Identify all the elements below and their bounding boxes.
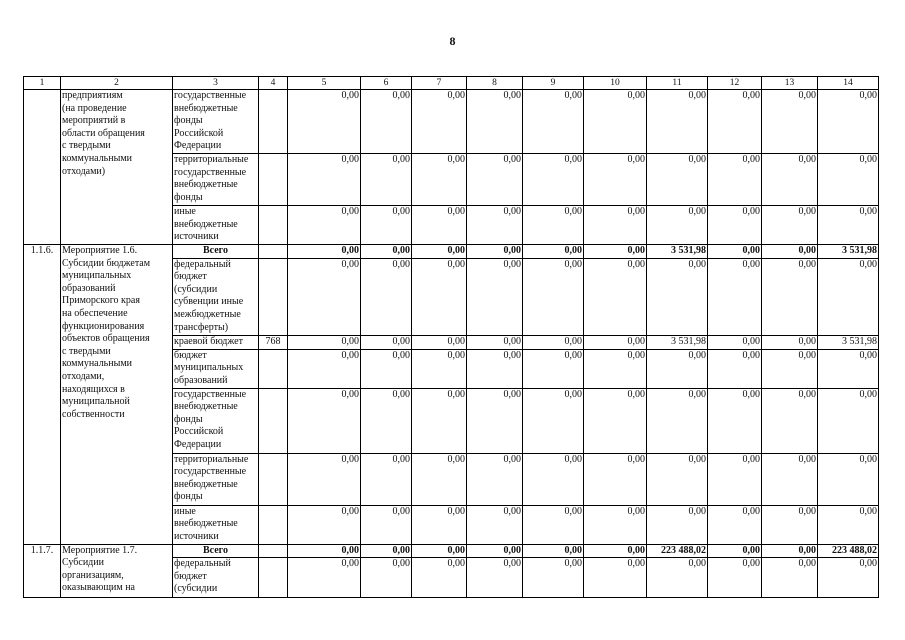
amount-cell: 0,00 (288, 154, 361, 206)
column-4-value (259, 349, 288, 388)
amount-cell: 0,00 (412, 245, 467, 259)
budget-table (23, 76, 879, 598)
amount-cell: 0,00 (584, 558, 647, 598)
amount-cell: 0,00 (647, 258, 708, 335)
amount-cell: 0,00 (288, 544, 361, 558)
amount-cell: 0,00 (523, 335, 584, 349)
funding-source: Всего (173, 544, 259, 558)
amount-cell: 3 531,98 (818, 335, 879, 349)
amount-cell: 0,00 (708, 349, 762, 388)
column-number-10: 10 (584, 77, 647, 90)
amount-cell: 0,00 (818, 388, 879, 453)
amount-cell: 223 488,02 (647, 544, 708, 558)
amount-cell: 0,00 (818, 258, 879, 335)
amount-cell: 0,00 (647, 349, 708, 388)
funding-source: бюджет муниципальных образований (173, 349, 259, 388)
amount-cell: 0,00 (647, 453, 708, 505)
amount-cell: 0,00 (818, 349, 879, 388)
amount-cell: 0,00 (584, 505, 647, 544)
amount-cell: 0,00 (762, 90, 818, 154)
amount-cell: 0,00 (412, 90, 467, 154)
amount-cell: 0,00 (523, 544, 584, 558)
amount-cell: 0,00 (523, 558, 584, 598)
column-4-value (259, 245, 288, 259)
amount-cell: 0,00 (288, 453, 361, 505)
amount-cell: 0,00 (361, 544, 412, 558)
column-number-13: 13 (762, 77, 818, 90)
amount-cell: 0,00 (288, 349, 361, 388)
amount-cell: 0,00 (467, 349, 523, 388)
amount-cell: 0,00 (647, 206, 708, 245)
amount-cell: 0,00 (708, 206, 762, 245)
column-4-value (259, 544, 288, 558)
column-4-value (259, 206, 288, 245)
amount-cell: 0,00 (361, 453, 412, 505)
measure-name: предприятиям (на проведение мероприятий в области обращения с твердыми коммунальными отходами) (61, 90, 173, 245)
amount-cell: 0,00 (762, 335, 818, 349)
amount-cell: 0,00 (467, 154, 523, 206)
amount-cell: 0,00 (412, 335, 467, 349)
amount-cell: 0,00 (584, 388, 647, 453)
amount-cell: 3 531,98 (647, 335, 708, 349)
funding-source: иные внебюджетные источники (173, 206, 259, 245)
amount-cell: 0,00 (361, 388, 412, 453)
amount-cell: 0,00 (288, 388, 361, 453)
column-number-5: 5 (288, 77, 361, 90)
column-number-3: 3 (173, 77, 259, 90)
amount-cell: 0,00 (708, 558, 762, 598)
amount-cell: 0,00 (818, 453, 879, 505)
amount-cell: 0,00 (361, 349, 412, 388)
amount-cell: 0,00 (467, 505, 523, 544)
amount-cell: 0,00 (288, 335, 361, 349)
amount-cell: 0,00 (647, 388, 708, 453)
amount-cell: 0,00 (762, 206, 818, 245)
column-4-value: 768 (259, 335, 288, 349)
amount-cell: 0,00 (467, 558, 523, 598)
amount-cell: 0,00 (762, 154, 818, 206)
funding-source: краевой бюджет (173, 335, 259, 349)
page-number: 8 (449, 34, 456, 48)
amount-cell: 0,00 (361, 505, 412, 544)
column-number-8: 8 (467, 77, 523, 90)
column-number-12: 12 (708, 77, 762, 90)
table-row (24, 245, 879, 259)
funding-source: территориальные государственные внебюджетные фонды (173, 154, 259, 206)
amount-cell: 0,00 (584, 154, 647, 206)
amount-cell: 0,00 (584, 90, 647, 154)
amount-cell: 0,00 (762, 505, 818, 544)
amount-cell: 0,00 (708, 335, 762, 349)
amount-cell: 0,00 (288, 90, 361, 154)
funding-source: территориальные государственные внебюджетные фонды (173, 453, 259, 505)
amount-cell: 0,00 (361, 206, 412, 245)
amount-cell: 0,00 (412, 544, 467, 558)
column-number-9: 9 (523, 77, 584, 90)
column-number-7: 7 (412, 77, 467, 90)
amount-cell: 0,00 (523, 154, 584, 206)
amount-cell: 0,00 (467, 90, 523, 154)
amount-cell: 0,00 (647, 558, 708, 598)
amount-cell: 0,00 (818, 90, 879, 154)
amount-cell: 0,00 (584, 335, 647, 349)
amount-cell: 0,00 (523, 505, 584, 544)
column-4-value (259, 388, 288, 453)
amount-cell: 0,00 (467, 544, 523, 558)
amount-cell: 3 531,98 (818, 245, 879, 259)
amount-cell: 0,00 (288, 258, 361, 335)
amount-cell: 3 531,98 (647, 245, 708, 259)
amount-cell: 0,00 (467, 258, 523, 335)
amount-cell: 0,00 (762, 558, 818, 598)
amount-cell: 0,00 (647, 90, 708, 154)
amount-cell: 223 488,02 (818, 544, 879, 558)
column-number-row (24, 77, 879, 90)
amount-cell: 0,00 (647, 154, 708, 206)
funding-source: федеральный бюджет (субсидии (173, 558, 259, 598)
amount-cell: 0,00 (762, 245, 818, 259)
amount-cell: 0,00 (584, 544, 647, 558)
amount-cell: 0,00 (523, 245, 584, 259)
amount-cell: 0,00 (523, 258, 584, 335)
amount-cell: 0,00 (412, 388, 467, 453)
amount-cell: 0,00 (361, 258, 412, 335)
column-4-value (259, 258, 288, 335)
amount-cell: 0,00 (412, 258, 467, 335)
amount-cell: 0,00 (647, 505, 708, 544)
table-row (24, 544, 879, 558)
column-number-14: 14 (818, 77, 879, 90)
column-number-4: 4 (259, 77, 288, 90)
amount-cell: 0,00 (762, 258, 818, 335)
amount-cell: 0,00 (361, 154, 412, 206)
amount-cell: 0,00 (523, 453, 584, 505)
table-row (24, 90, 879, 154)
column-number-2: 2 (61, 77, 173, 90)
amount-cell: 0,00 (584, 245, 647, 259)
amount-cell: 0,00 (708, 154, 762, 206)
amount-cell: 0,00 (708, 258, 762, 335)
amount-cell: 0,00 (361, 90, 412, 154)
amount-cell: 0,00 (288, 206, 361, 245)
amount-cell: 0,00 (584, 453, 647, 505)
measure-name: Мероприятие 1.6. Субсидии бюджетам муниципальных образований Приморского края на обеспечение функционирования объектов обращения с твердыми коммунальными отходами, находящихся в муниципальной собственности (61, 245, 173, 545)
amount-cell: 0,00 (412, 206, 467, 245)
amount-cell: 0,00 (412, 349, 467, 388)
funding-source: государственные внебюджетные фонды Российской Федерации (173, 90, 259, 154)
amount-cell: 0,00 (523, 349, 584, 388)
amount-cell: 0,00 (412, 154, 467, 206)
measure-name: Мероприятие 1.7. Субсидии организациям, оказывающим на (61, 544, 173, 598)
row-code: 1.1.7. (24, 544, 61, 598)
amount-cell: 0,00 (708, 544, 762, 558)
amount-cell: 0,00 (288, 505, 361, 544)
amount-cell: 0,00 (762, 453, 818, 505)
amount-cell: 0,00 (584, 258, 647, 335)
amount-cell: 0,00 (361, 335, 412, 349)
row-code: 1.1.6. (24, 245, 61, 545)
amount-cell: 0,00 (412, 558, 467, 598)
amount-cell: 0,00 (818, 154, 879, 206)
column-number-11: 11 (647, 77, 708, 90)
amount-cell: 0,00 (467, 335, 523, 349)
amount-cell: 0,00 (708, 245, 762, 259)
amount-cell: 0,00 (584, 349, 647, 388)
amount-cell: 0,00 (467, 453, 523, 505)
amount-cell: 0,00 (288, 558, 361, 598)
column-4-value (259, 453, 288, 505)
amount-cell: 0,00 (708, 388, 762, 453)
amount-cell: 0,00 (762, 388, 818, 453)
amount-cell: 0,00 (762, 349, 818, 388)
column-number-6: 6 (361, 77, 412, 90)
amount-cell: 0,00 (523, 388, 584, 453)
amount-cell: 0,00 (361, 245, 412, 259)
amount-cell: 0,00 (523, 90, 584, 154)
funding-source: иные внебюджетные источники (173, 505, 259, 544)
funding-source: государственные внебюджетные фонды Российской Федерации (173, 388, 259, 453)
amount-cell: 0,00 (708, 90, 762, 154)
amount-cell: 0,00 (361, 558, 412, 598)
column-4-value (259, 505, 288, 544)
funding-source: Всего (173, 245, 259, 259)
amount-cell: 0,00 (762, 544, 818, 558)
amount-cell: 0,00 (708, 453, 762, 505)
amount-cell: 0,00 (412, 453, 467, 505)
amount-cell: 0,00 (584, 206, 647, 245)
amount-cell: 0,00 (523, 206, 584, 245)
amount-cell: 0,00 (708, 505, 762, 544)
amount-cell: 0,00 (288, 245, 361, 259)
amount-cell: 0,00 (467, 245, 523, 259)
amount-cell: 0,00 (412, 505, 467, 544)
column-4-value (259, 558, 288, 598)
amount-cell: 0,00 (818, 558, 879, 598)
column-number-1: 1 (24, 77, 61, 90)
row-code (24, 90, 61, 245)
column-4-value (259, 90, 288, 154)
amount-cell: 0,00 (818, 505, 879, 544)
amount-cell: 0,00 (467, 388, 523, 453)
amount-cell: 0,00 (467, 206, 523, 245)
funding-source: федеральный бюджет (субсидии субвенции иные межбюджетные трансферты) (173, 258, 259, 335)
amount-cell: 0,00 (818, 206, 879, 245)
column-4-value (259, 154, 288, 206)
